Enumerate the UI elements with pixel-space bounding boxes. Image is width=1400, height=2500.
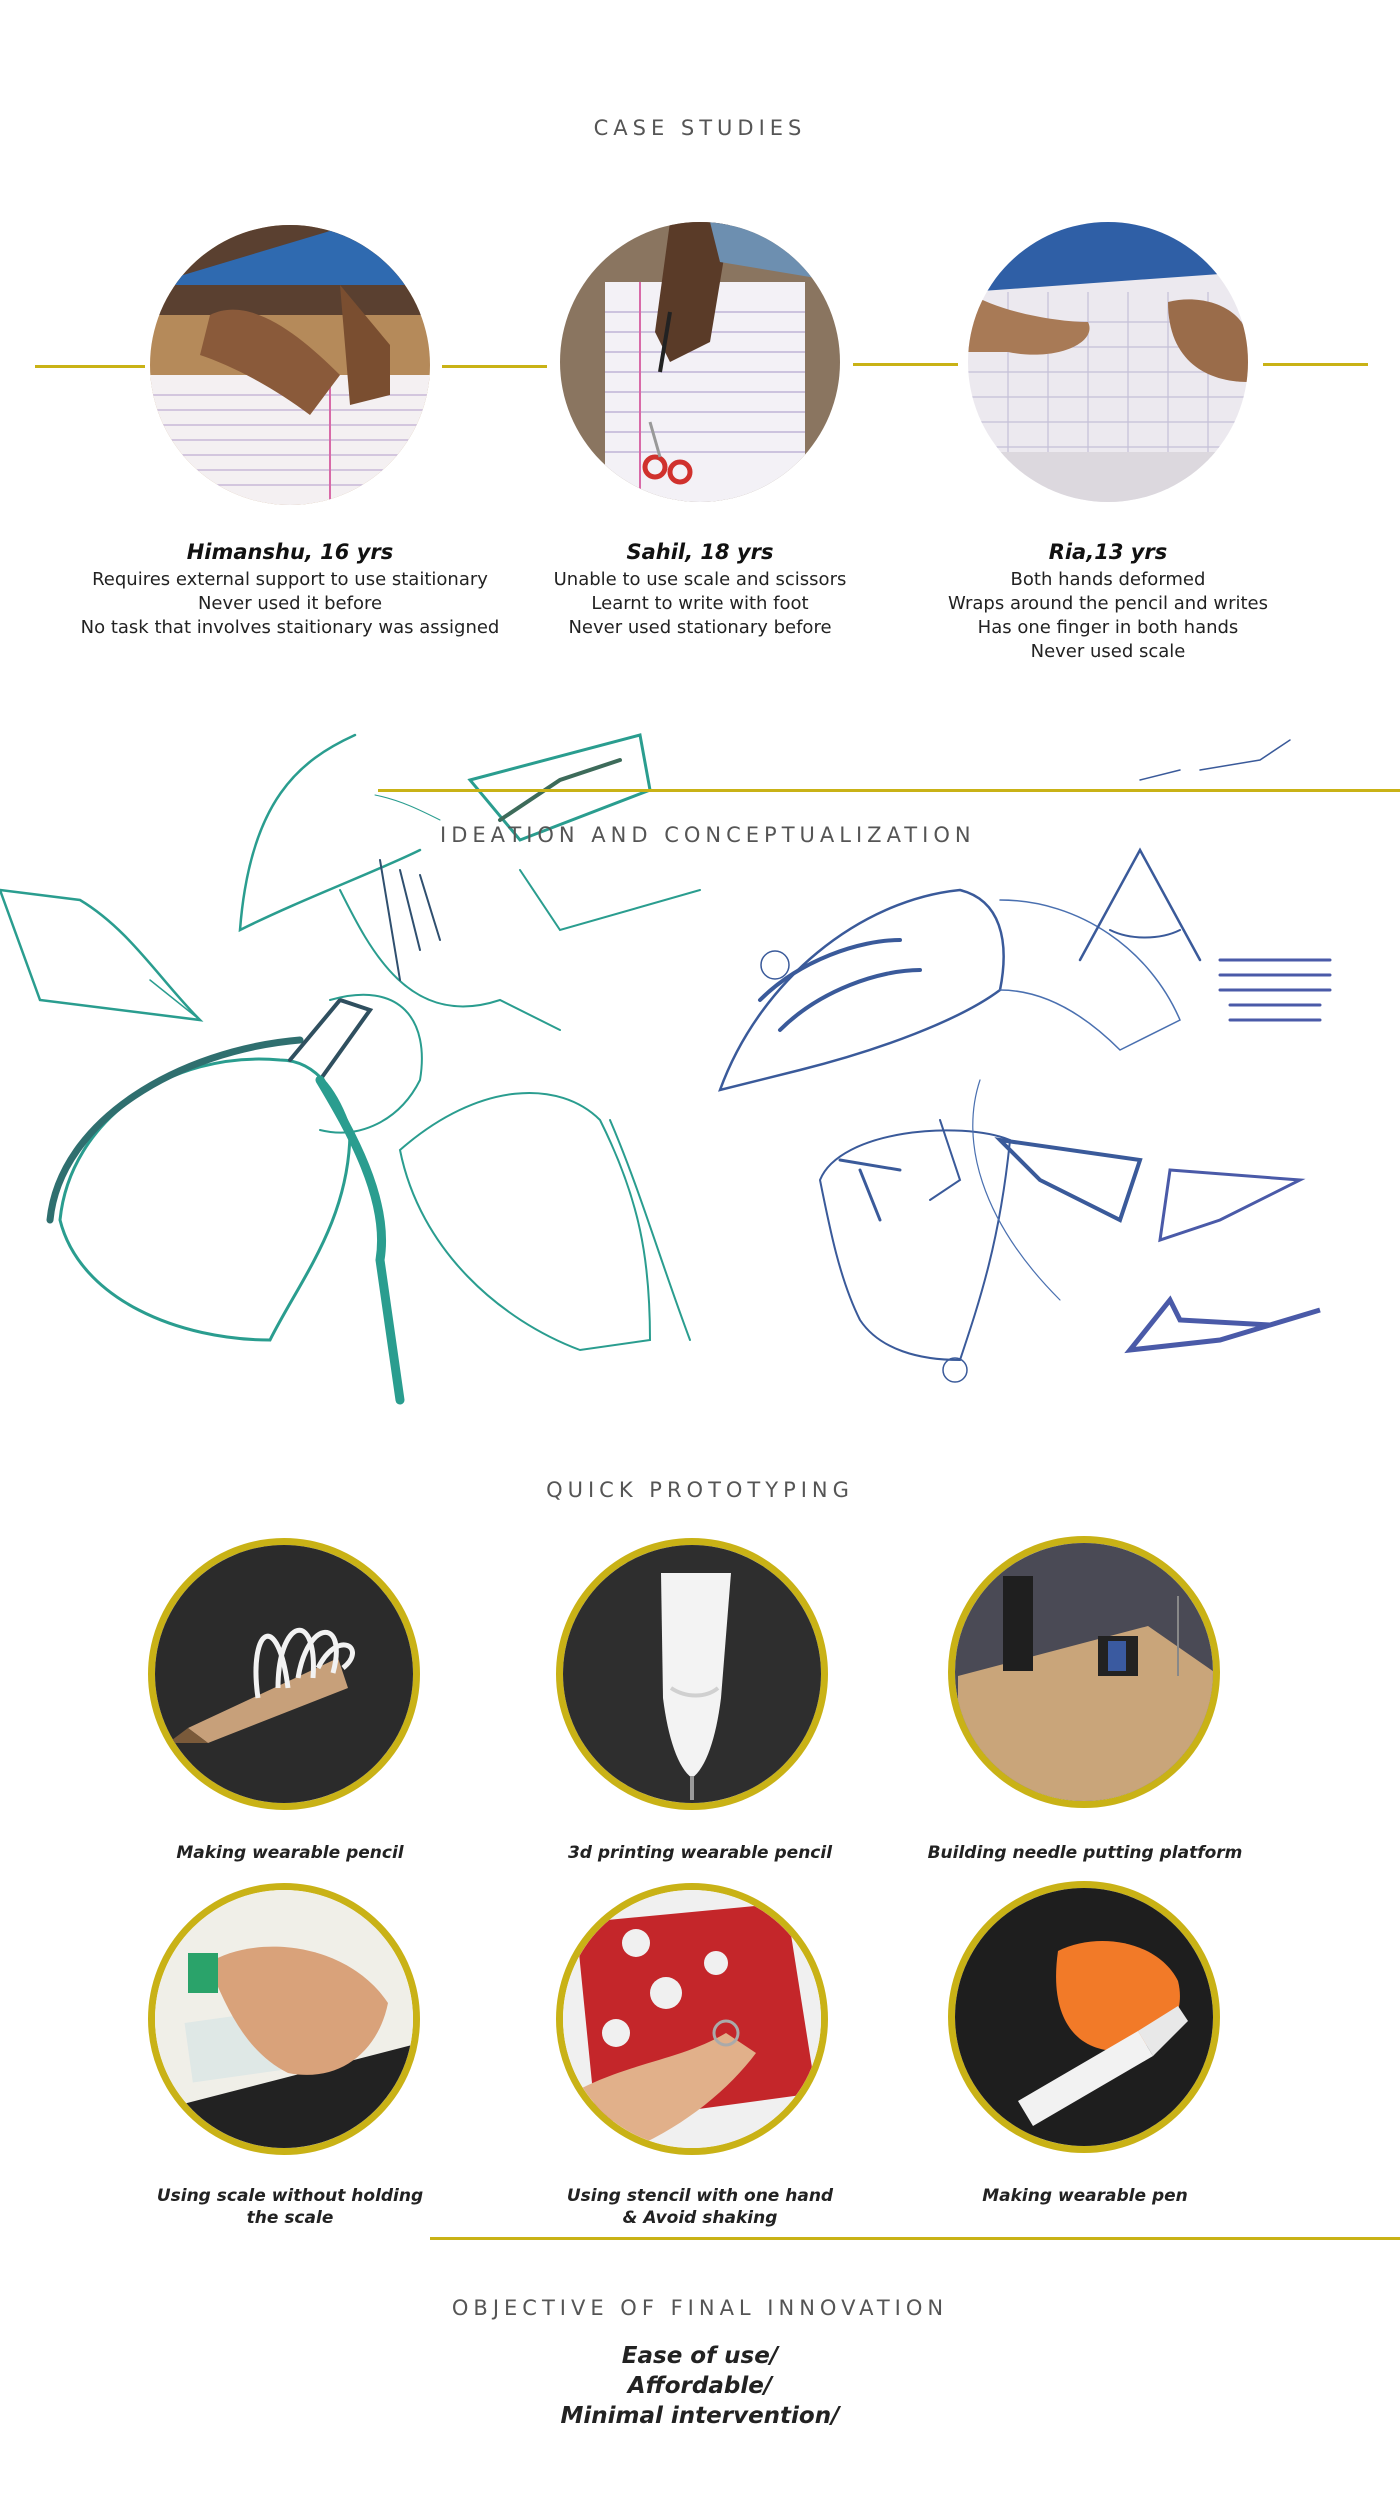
case-name-sahil: Sahil, 18 yrs	[626, 540, 774, 564]
case-detail-line: Never used stationary before	[568, 617, 832, 638]
prototype-caption-line: Using stencil with one hand	[566, 2186, 834, 2206]
case-detail-line: Never used it before	[197, 593, 383, 614]
prototype-caption: Making wearable pen	[982, 2186, 1188, 2206]
prototype-caption-line: the scale	[246, 2208, 334, 2228]
case-detail-line: Wraps around the pencil and writes	[948, 593, 1268, 614]
ideation-sketches	[0, 700, 1400, 1460]
objective-heading: OBJECTIVE OF FINAL INNOVATION	[451, 2296, 949, 2320]
case-detail-line: Learnt to write with foot	[591, 593, 809, 614]
objective-line: Minimal intervention/	[560, 2403, 840, 2429]
ideation-heading: IDEATION AND CONCEPTUALIZATION	[440, 823, 976, 847]
case-details-sahil	[480, 568, 920, 640]
prototype-caption: Making wearable pencil	[176, 1843, 404, 1863]
prototype-photo-scale	[148, 1883, 420, 2155]
case-photo-himanshu	[150, 225, 430, 505]
prototype-photo-wearable-pencil	[148, 1538, 420, 1810]
case-detail-line: Both hands deformed	[1010, 569, 1206, 590]
case-details-himanshu	[70, 568, 510, 640]
prototype-caption: Building needle putting platform	[927, 1843, 1243, 1863]
prototype-caption: 3d printing wearable pencil	[567, 1843, 833, 1863]
case-detail-line: Has one finger in both hands	[977, 617, 1239, 638]
case-detail-line: Requires external support to use staitionary	[92, 569, 488, 590]
case-name-himanshu: Himanshu, 16 yrs	[186, 540, 394, 564]
prototype-photo-needle-platform	[948, 1536, 1220, 1808]
divider-line	[1263, 363, 1368, 366]
prototyping-heading: QUICK PROTOTYPING	[546, 1478, 854, 1502]
divider-line	[378, 789, 1400, 792]
objective-line: Affordable/	[627, 2373, 773, 2399]
case-detail-line: Never used scale	[1030, 641, 1186, 662]
case-name-ria: Ria,13 yrs	[1048, 540, 1168, 564]
prototype-caption-line: Using scale without holding	[156, 2186, 424, 2206]
objective-line: Ease of use/	[621, 2343, 779, 2369]
prototype-photo-3d-printing	[556, 1538, 828, 1810]
prototype-photo-stencil	[556, 1883, 828, 2155]
divider-line	[442, 365, 547, 368]
prototype-caption	[130, 2185, 450, 2229]
divider-line	[35, 365, 145, 368]
prototype-caption	[540, 2185, 860, 2229]
divider-line	[853, 363, 958, 366]
case-photo-ria	[968, 222, 1248, 502]
case-photo-sahil	[560, 222, 840, 502]
divider-line	[430, 2237, 1400, 2240]
prototype-photo-wearable-pen	[948, 1881, 1220, 2153]
case-detail-line: Unable to use scale and scissors	[553, 569, 847, 590]
prototype-caption-line: & Avoid shaking	[622, 2208, 778, 2228]
case-studies-heading: CASE STUDIES	[593, 116, 807, 140]
case-details-ria	[888, 568, 1328, 664]
case-detail-line: No task that involves staitionary was assigned	[80, 617, 500, 638]
